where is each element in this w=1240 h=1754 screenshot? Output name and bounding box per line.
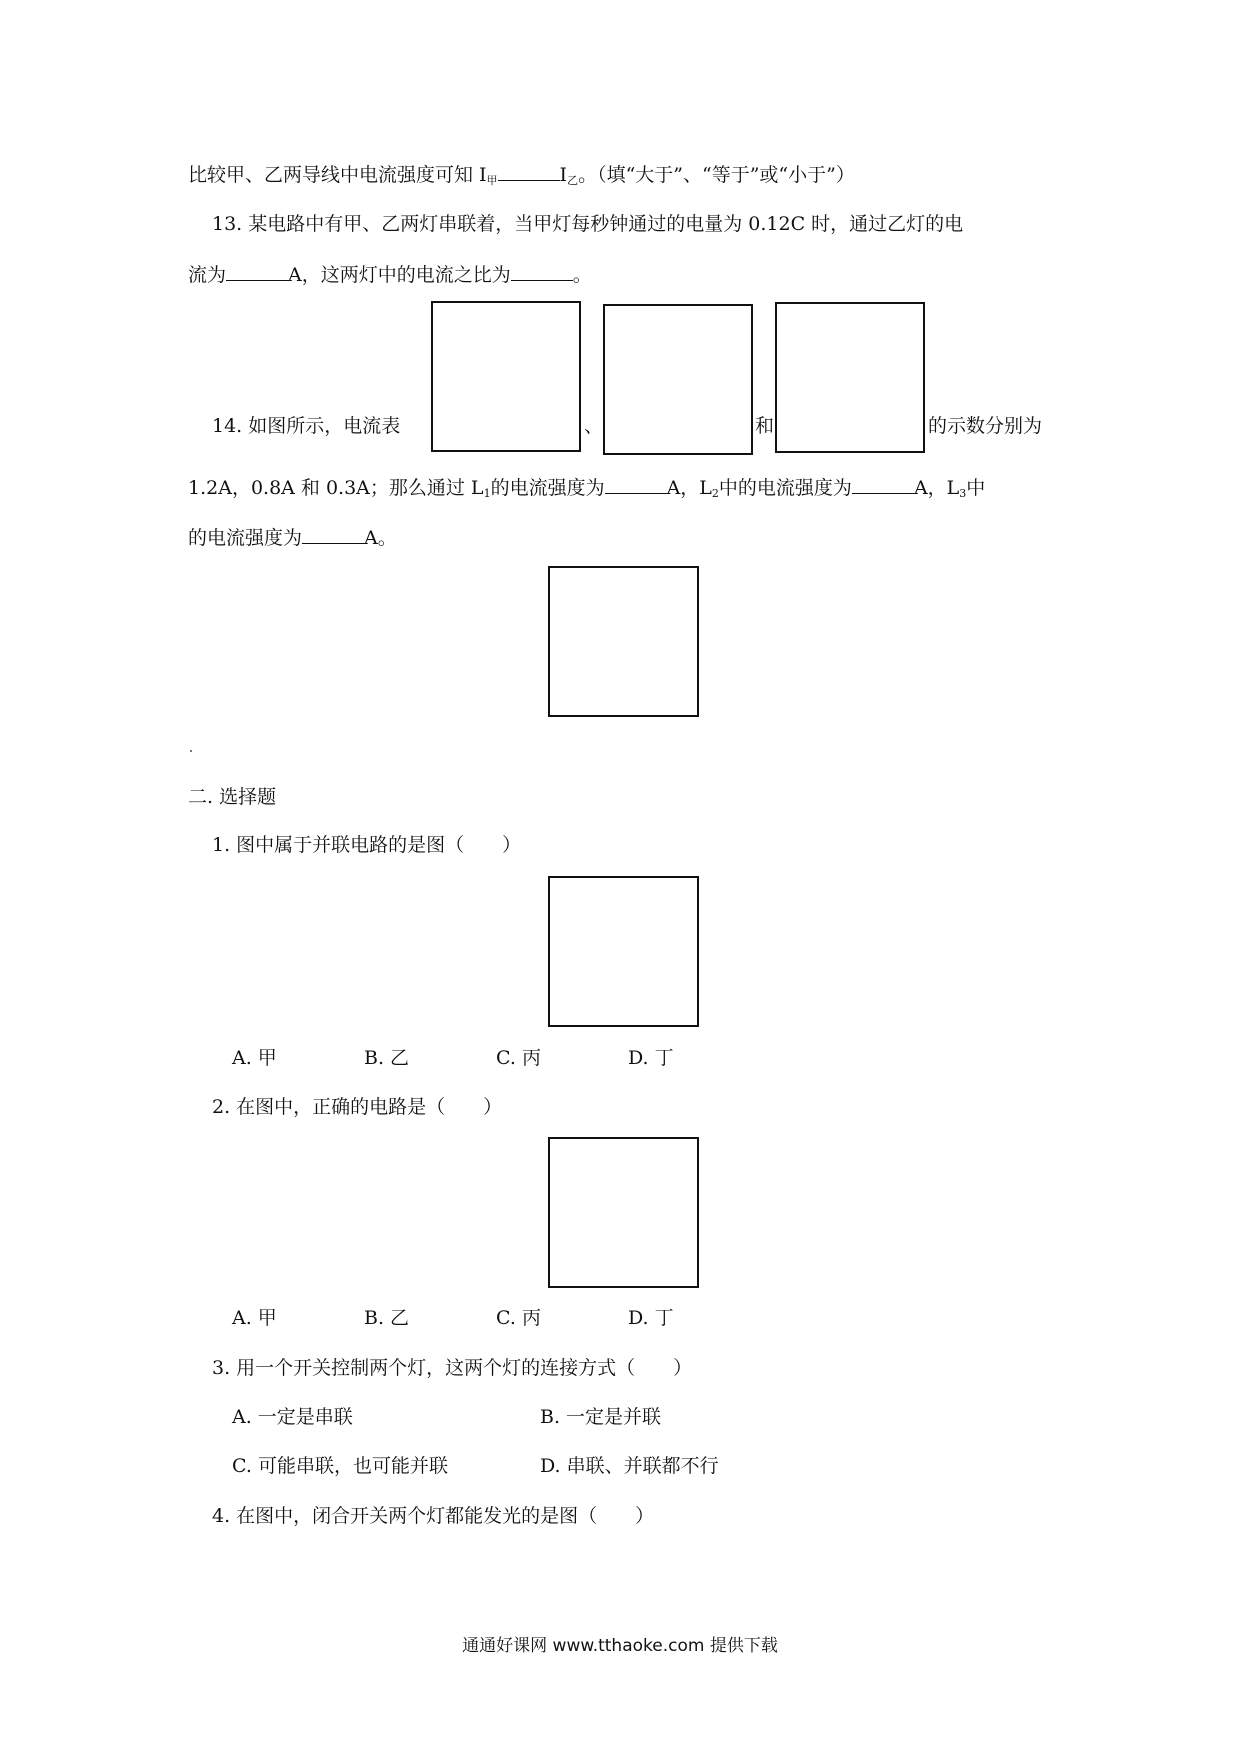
c3-option-a-text: A. 一定是串联 <box>232 1406 353 1428</box>
c3-option-b-text: B. 一定是并联 <box>540 1406 662 1428</box>
q12-text-3: 。（填“大于”、“等于”或“小于”） <box>578 164 855 186</box>
q14-blank-l3[interactable] <box>302 523 364 544</box>
q14-sep-1 <box>584 413 603 439</box>
q14-l2-sub: 2 <box>711 487 719 500</box>
c1-question <box>212 832 521 858</box>
c2-circuit-image <box>548 1137 699 1288</box>
q13-line-2 <box>188 260 592 288</box>
q14-line-3 <box>188 523 397 551</box>
q14-line-1b <box>928 413 1042 439</box>
q14-blank-l2[interactable] <box>852 473 914 494</box>
q12-comparison-line <box>188 160 855 194</box>
q13-blank-1[interactable] <box>226 260 288 281</box>
stray-mark <box>190 750 192 752</box>
q12-sub-yi: 乙 <box>567 174 579 187</box>
q14-circuit-image <box>548 566 699 717</box>
q14-line-2 <box>188 473 985 507</box>
q14-text-1b: 的示数分别为 <box>928 415 1043 437</box>
q12-sub-jia: 甲 <box>486 174 498 187</box>
q14-text-2b: 的电流强度为 <box>490 477 605 499</box>
q12-answer-blank[interactable] <box>498 160 560 181</box>
q14-text-2a: 1.2A，0.8A 和 0.3A；那么通过 L <box>188 477 484 499</box>
c2-question-text: 2. 在图中，正确的电路是（ ） <box>212 1096 503 1118</box>
c2-option-a[interactable] <box>232 1305 277 1331</box>
c2-option-b-text: B. 乙 <box>364 1307 410 1329</box>
c3-option-c-text: C. 可能串联，也可能并联 <box>232 1455 448 1477</box>
q14-line-1a <box>212 413 400 439</box>
q14-l1-sub: 1 <box>483 487 491 500</box>
c2-question <box>212 1094 502 1120</box>
c1-option-b[interactable] <box>364 1045 409 1071</box>
c1-option-a[interactable] <box>232 1045 277 1071</box>
q13-blank-2[interactable] <box>511 260 573 281</box>
ammeter-a2-image <box>603 304 753 455</box>
c2-option-c[interactable] <box>496 1305 541 1331</box>
c1-option-d[interactable] <box>628 1045 674 1071</box>
page-footer-text: 通通好课网 www.tthaoke.com 提供下载 <box>462 1636 778 1656</box>
c2-option-c-text: C. 丙 <box>496 1307 541 1329</box>
ammeter-a1-image <box>431 301 581 452</box>
c2-option-b[interactable] <box>364 1305 409 1331</box>
section-2-title-text: 二. 选择题 <box>188 786 277 808</box>
ammeter-a3-image <box>775 302 925 453</box>
q14-sep-2-text: 和 <box>755 415 775 437</box>
c4-question <box>212 1503 654 1529</box>
c1-question-text: 1. 图中属于并联电路的是图（ ） <box>212 834 522 856</box>
c1-option-d-text: D. 丁 <box>628 1047 674 1069</box>
q13-text-2c: 。 <box>572 264 592 286</box>
q13-line-1 <box>212 211 963 237</box>
c3-question-text: 3. 用一个开关控制两个灯，这两个灯的连接方式（ ） <box>212 1357 693 1379</box>
c1-option-c-text: C. 丙 <box>496 1047 541 1069</box>
section-2-title <box>188 784 276 810</box>
q14-text-2d: 中的电流强度为 <box>718 477 852 499</box>
c1-circuit-image <box>548 876 699 1027</box>
q14-text-2f: 中 <box>966 477 986 499</box>
q14-l3-sub: 3 <box>959 487 967 500</box>
c3-option-c[interactable] <box>232 1453 448 1479</box>
c1-option-c[interactable] <box>496 1045 541 1071</box>
c1-option-a-text: A. 甲 <box>232 1047 277 1069</box>
c2-option-a-text: A. 甲 <box>232 1307 277 1329</box>
q14-blank-l1[interactable] <box>605 473 667 494</box>
c3-option-a[interactable] <box>232 1404 353 1430</box>
q13-text-2b: A，这两灯中的电流之比为 <box>288 264 511 286</box>
c2-option-d-text: D. 丁 <box>628 1307 674 1329</box>
c3-question <box>212 1355 692 1381</box>
q14-text-2c: A，L <box>666 477 712 499</box>
c2-option-d[interactable] <box>628 1305 674 1331</box>
q14-text-2e: A，L <box>913 477 960 499</box>
q13-text-1: 13. 某电路中有甲、乙两灯串联着，当甲灯每秒钟通过的电量为 0.12C 时，通过乙灯的电 <box>212 213 964 235</box>
q12-text-1: 比较甲、乙两导线中电流强度可知 I <box>188 164 487 186</box>
q14-text-3a: 的电流强度为 <box>188 527 303 549</box>
c3-option-d[interactable] <box>540 1453 719 1479</box>
q14-text-1a: 14. 如图所示，电流表 <box>212 415 401 437</box>
q12-text-mid: I <box>559 164 568 186</box>
q14-sep-1-text: 、 <box>584 415 604 437</box>
c3-option-b[interactable] <box>540 1404 661 1430</box>
c4-question-text: 4. 在图中，闭合开关两个灯都能发光的是图（ ） <box>212 1505 655 1527</box>
q14-sep-2 <box>755 413 774 439</box>
q14-text-3b: A。 <box>364 527 397 549</box>
q13-text-2a: 流为 <box>188 264 227 286</box>
page-footer <box>0 1631 1240 1656</box>
c1-option-b-text: B. 乙 <box>364 1047 410 1069</box>
c3-option-d-text: D. 串联、并联都不行 <box>540 1455 719 1477</box>
